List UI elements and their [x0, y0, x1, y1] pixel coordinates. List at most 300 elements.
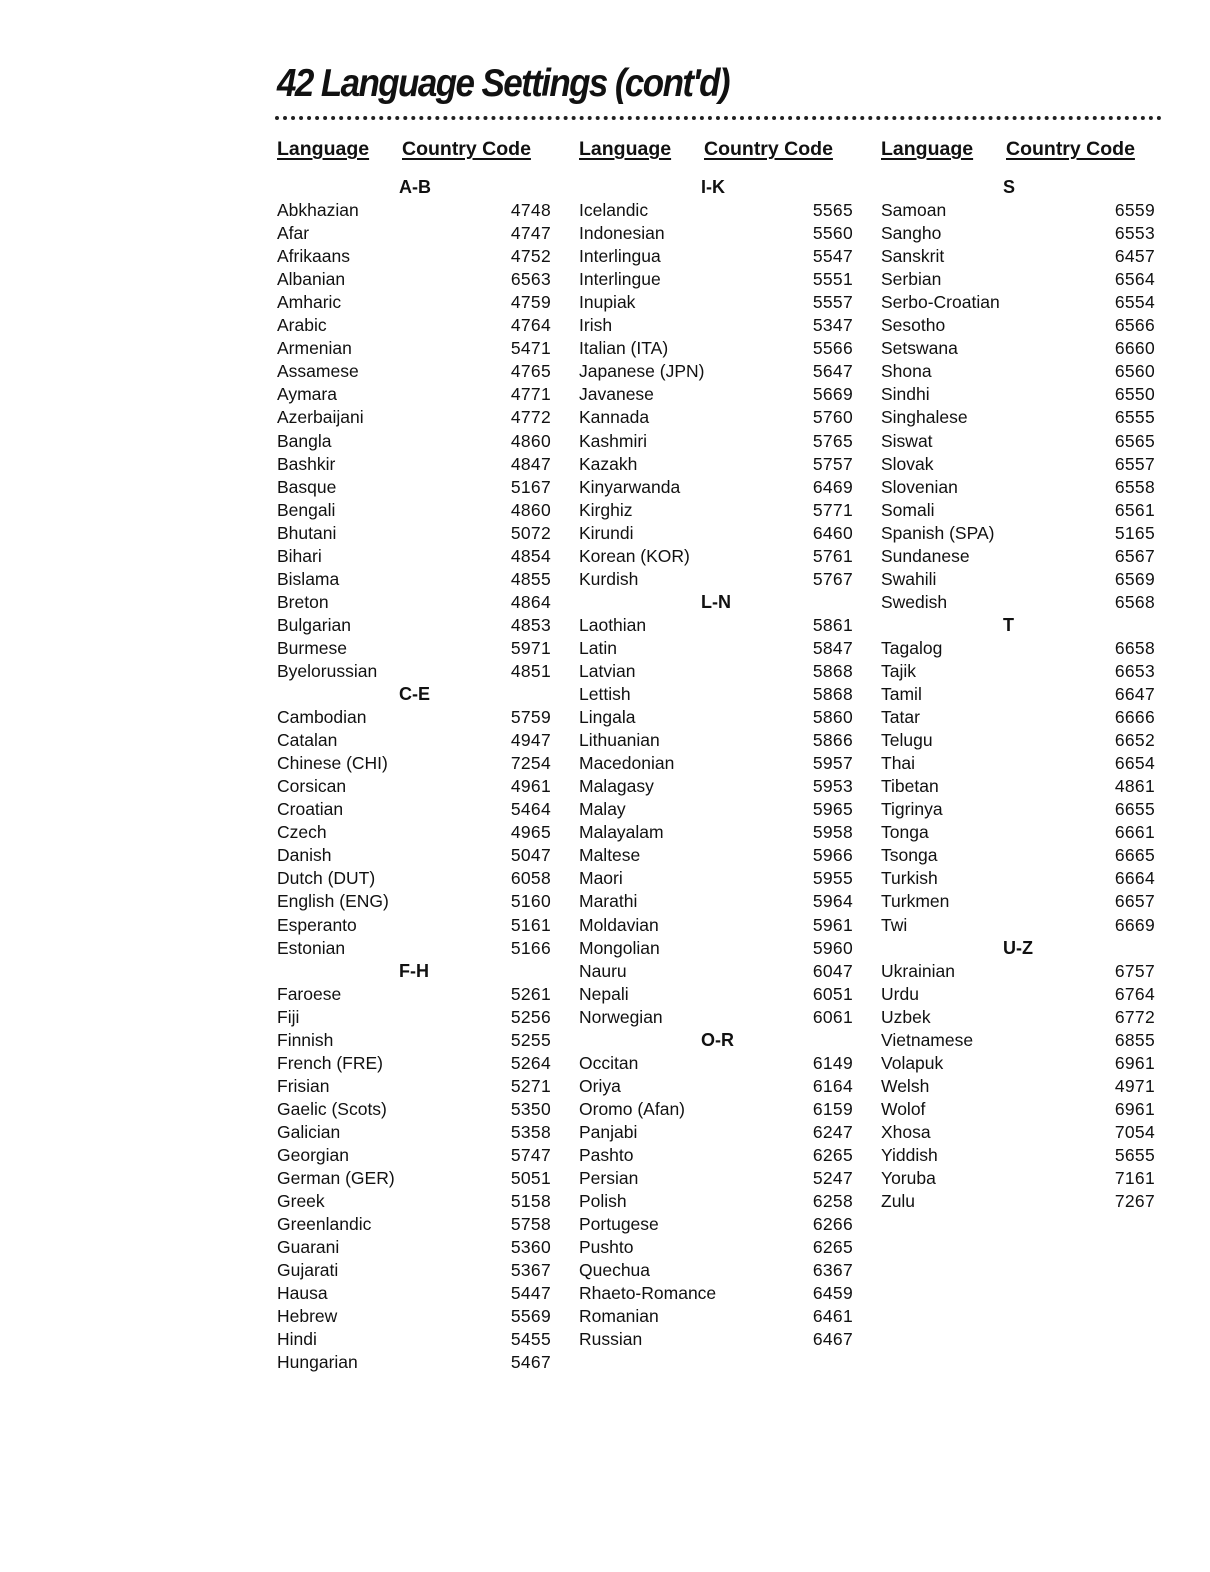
language-row	[579, 1121, 853, 1144]
language-row	[277, 660, 551, 683]
language-name: Ukrainian	[881, 960, 955, 981]
country-code: 5971	[510, 637, 551, 658]
country-code: 5771	[812, 499, 853, 520]
language-name: Siswat	[881, 430, 933, 451]
language-row	[277, 890, 551, 913]
language-name: Laothian	[579, 614, 647, 635]
language-name: English (ENG)	[277, 891, 389, 912]
country-code: 6654	[1114, 753, 1155, 774]
language-name: Icelandic	[579, 200, 649, 221]
language-name: Greek	[277, 1191, 325, 1212]
language-row	[277, 1328, 551, 1351]
language-row	[579, 1190, 853, 1213]
language-row	[277, 637, 551, 660]
letter-group-heading: O-R	[701, 1029, 734, 1050]
language-name: Pushto	[579, 1237, 634, 1258]
country-code: 4861	[1114, 776, 1155, 797]
country-code: 6559	[1114, 200, 1155, 221]
language-name: Latin	[579, 637, 617, 658]
language-name: Turkish	[881, 868, 938, 889]
language-name: Kinyarwanda	[579, 476, 681, 497]
country-code: 4748	[510, 200, 551, 221]
country-code: 6661	[1114, 822, 1155, 843]
language-row	[277, 914, 551, 937]
language-name: Moldavian	[579, 914, 659, 935]
language-name: Marathi	[579, 891, 638, 912]
language-row	[579, 775, 853, 798]
language-row	[579, 1236, 853, 1259]
language-column-1	[277, 136, 551, 1374]
language-row	[881, 245, 1155, 268]
country-code: 6469	[812, 476, 853, 497]
language-name: Tajik	[881, 660, 917, 681]
language-row	[277, 1029, 551, 1052]
country-code: 6565	[1114, 430, 1155, 451]
language-name: Burmese	[277, 637, 348, 658]
country-code: 5347	[812, 315, 853, 336]
language-column-3	[881, 136, 1155, 1213]
language-row	[881, 406, 1155, 429]
country-code-header: Country Code	[1006, 138, 1135, 160]
language-name: Romanian	[579, 1306, 659, 1327]
country-code: 5767	[812, 568, 853, 589]
country-code: 5471	[510, 338, 551, 359]
language-name: Polish	[579, 1191, 627, 1212]
column-body	[277, 176, 551, 1374]
country-code: 5051	[510, 1168, 551, 1189]
language-row	[579, 499, 853, 522]
language-name: Hindi	[277, 1329, 317, 1350]
language-name: Tonga	[881, 822, 929, 843]
language-column-2	[579, 136, 853, 1351]
language-row	[579, 337, 853, 360]
language-name: Italian (ITA)	[579, 338, 669, 359]
language-name: Danish	[277, 845, 332, 866]
country-code: 5861	[812, 614, 853, 635]
language-row	[881, 1029, 1155, 1052]
language-name: Korean (KOR)	[579, 545, 690, 566]
country-code: 6159	[812, 1098, 853, 1119]
country-code-header: Country Code	[704, 138, 833, 160]
language-row	[881, 568, 1155, 591]
country-code: 5961	[812, 914, 853, 935]
language-row	[277, 222, 551, 245]
language-row	[277, 798, 551, 821]
language-row	[277, 1213, 551, 1236]
language-row	[277, 752, 551, 775]
language-name: Azerbaijani	[277, 407, 364, 428]
country-code: 5868	[812, 660, 853, 681]
language-row	[881, 499, 1155, 522]
country-code: 5958	[812, 822, 853, 843]
country-code: 6457	[1114, 246, 1155, 267]
language-row	[277, 337, 551, 360]
country-code: 5047	[510, 845, 551, 866]
language-row	[881, 914, 1155, 937]
language-row	[277, 1305, 551, 1328]
language-name: Irish	[579, 315, 613, 336]
language-row	[579, 1305, 853, 1328]
language-row	[579, 430, 853, 453]
language-name: Sesotho	[881, 315, 946, 336]
country-code: 6550	[1114, 384, 1155, 405]
language-row	[881, 1144, 1155, 1167]
language-name: Slovenian	[881, 476, 958, 497]
language-name: Swedish	[881, 591, 948, 612]
country-code: 4772	[510, 407, 551, 428]
language-row	[579, 383, 853, 406]
country-code: 6657	[1114, 891, 1155, 912]
country-code: 5256	[510, 1006, 551, 1027]
country-code: 5847	[812, 637, 853, 658]
country-code: 6658	[1114, 637, 1155, 658]
language-row	[579, 476, 853, 499]
country-code: 5264	[510, 1052, 551, 1073]
language-row	[277, 1259, 551, 1282]
country-code: 6764	[1114, 983, 1155, 1004]
language-name: Persian	[579, 1168, 639, 1189]
language-row	[881, 591, 1155, 614]
language-row	[579, 937, 853, 960]
country-code: 6367	[812, 1260, 853, 1281]
language-name: Yoruba	[881, 1168, 936, 1189]
letter-group-heading: F-H	[399, 960, 429, 981]
language-row	[881, 337, 1155, 360]
language-name: Guarani	[277, 1237, 340, 1258]
country-code: 4961	[510, 776, 551, 797]
language-name: Yiddish	[881, 1144, 938, 1165]
language-name: Quechua	[579, 1260, 651, 1281]
language-name: Tigrinya	[881, 799, 943, 820]
language-name: Thai	[881, 753, 916, 774]
country-code: 5868	[812, 684, 853, 705]
language-row	[881, 683, 1155, 706]
language-name: Greenlandic	[277, 1214, 372, 1235]
language-name: Sangho	[881, 223, 942, 244]
language-name: Lithuanian	[579, 730, 660, 751]
language-name: Kurdish	[579, 568, 639, 589]
country-code: 6757	[1114, 960, 1155, 981]
language-name: Finnish	[277, 1029, 334, 1050]
language-name: Gaelic (Scots)	[277, 1098, 387, 1119]
language-row	[579, 1167, 853, 1190]
country-code: 6568	[1114, 591, 1155, 612]
language-name: Shona	[881, 361, 932, 382]
language-name: Bihari	[277, 545, 322, 566]
language-name: Samoan	[881, 200, 947, 221]
language-name: Galician	[277, 1121, 341, 1142]
language-row	[277, 245, 551, 268]
country-code: 5557	[812, 292, 853, 313]
language-name: Sanskrit	[881, 246, 945, 267]
language-name: Bangla	[277, 430, 332, 451]
language-row	[277, 199, 551, 222]
language-row	[881, 1098, 1155, 1121]
letter-group-heading: C-E	[399, 684, 430, 705]
country-code: 5960	[812, 937, 853, 958]
language-row	[881, 199, 1155, 222]
language-name: Georgian	[277, 1144, 349, 1165]
country-code: 6669	[1114, 914, 1155, 935]
language-row	[277, 983, 551, 1006]
language-row	[579, 1075, 853, 1098]
language-row	[881, 983, 1155, 1006]
language-name: Czech	[277, 822, 327, 843]
country-code: 6461	[812, 1306, 853, 1327]
country-code: 5860	[812, 707, 853, 728]
language-row	[277, 614, 551, 637]
language-row	[881, 706, 1155, 729]
language-row	[881, 314, 1155, 337]
country-code: 4965	[510, 822, 551, 843]
country-code: 6563	[510, 269, 551, 290]
country-code: 6459	[812, 1283, 853, 1304]
language-row	[881, 960, 1155, 983]
language-header: Language	[881, 138, 974, 160]
language-name: Twi	[881, 914, 908, 935]
language-name: Afrikaans	[277, 246, 350, 267]
country-code: 5447	[510, 1283, 551, 1304]
language-row	[579, 752, 853, 775]
country-code: 4847	[510, 453, 551, 474]
language-row	[881, 1190, 1155, 1213]
language-row	[579, 660, 853, 683]
language-name: Hebrew	[277, 1306, 338, 1327]
language-row	[881, 890, 1155, 913]
language-row	[881, 522, 1155, 545]
country-code: 6653	[1114, 660, 1155, 681]
country-code: 6569	[1114, 568, 1155, 589]
language-name: Arabic	[277, 315, 327, 336]
language-name: Xhosa	[881, 1121, 931, 1142]
language-header: Language	[579, 138, 672, 160]
country-code: 5255	[510, 1029, 551, 1050]
country-code: 6961	[1114, 1052, 1155, 1073]
language-row	[881, 1121, 1155, 1144]
language-name: Breton	[277, 591, 329, 612]
language-row	[881, 360, 1155, 383]
language-name: Maltese	[579, 845, 641, 866]
country-code: 4853	[510, 614, 551, 635]
language-name: Nepali	[579, 983, 629, 1004]
language-name: Serbo-Croatian	[881, 292, 1000, 313]
language-row	[277, 476, 551, 499]
language-name: Telugu	[881, 730, 933, 751]
country-code: 5165	[1114, 522, 1155, 543]
country-code: 4860	[510, 430, 551, 451]
language-name: Interlingue	[579, 269, 661, 290]
language-name: Turkmen	[881, 891, 950, 912]
language-name: Latvian	[579, 660, 636, 681]
country-code: 6557	[1114, 453, 1155, 474]
language-row	[277, 383, 551, 406]
language-name: Basque	[277, 476, 337, 497]
language-row	[881, 775, 1155, 798]
language-name: Amharic	[277, 292, 342, 313]
language-row	[881, 660, 1155, 683]
language-row	[881, 291, 1155, 314]
country-code: 6555	[1114, 407, 1155, 428]
language-row	[881, 1075, 1155, 1098]
country-code: 5547	[812, 246, 853, 267]
language-name: German (GER)	[277, 1168, 395, 1189]
language-row	[277, 545, 551, 568]
language-row	[277, 706, 551, 729]
language-name: Occitan	[579, 1052, 639, 1073]
country-code: 6666	[1114, 707, 1155, 728]
country-code: 6047	[812, 960, 853, 981]
language-row	[579, 706, 853, 729]
language-name: Kirghiz	[579, 499, 633, 520]
country-code: 5166	[510, 937, 551, 958]
language-name: Malagasy	[579, 776, 654, 797]
country-code: 6051	[812, 983, 853, 1004]
country-code: 6467	[812, 1329, 853, 1350]
language-name: Welsh	[881, 1075, 930, 1096]
country-code: 6561	[1114, 499, 1155, 520]
language-row	[277, 1190, 551, 1213]
country-code: 6560	[1114, 361, 1155, 382]
column-body	[881, 176, 1155, 1213]
language-name: Zulu	[881, 1191, 916, 1212]
country-code: 6660	[1114, 338, 1155, 359]
country-code: 6554	[1114, 292, 1155, 313]
country-code: 5350	[510, 1098, 551, 1119]
country-code: 5560	[812, 223, 853, 244]
language-name: Rhaeto-Romance	[579, 1283, 717, 1304]
language-name: Mongolian	[579, 937, 660, 958]
country-code: 5360	[510, 1237, 551, 1258]
language-name: Lettish	[579, 684, 631, 705]
country-code: 4765	[510, 361, 551, 382]
language-name: Panjabi	[579, 1121, 638, 1142]
language-row	[881, 729, 1155, 752]
country-code: 6655	[1114, 799, 1155, 820]
letter-group-heading: T	[1003, 614, 1014, 635]
language-row	[277, 1282, 551, 1305]
language-name: Sindhi	[881, 384, 930, 405]
country-code: 6058	[510, 868, 551, 889]
country-code: 5964	[812, 891, 853, 912]
language-row	[579, 914, 853, 937]
language-row	[277, 522, 551, 545]
language-name: Faroese	[277, 983, 342, 1004]
language-row	[579, 1006, 853, 1029]
country-code: 7054	[1114, 1121, 1155, 1142]
language-row	[277, 1075, 551, 1098]
language-row	[579, 1259, 853, 1282]
language-name: Volapuk	[881, 1052, 944, 1073]
language-row	[277, 1351, 551, 1374]
language-name: Estonian	[277, 937, 346, 958]
language-name: Tagalog	[881, 637, 943, 658]
language-name: Indonesian	[579, 223, 665, 244]
country-code: 6061	[812, 1006, 853, 1027]
country-code: 6564	[1114, 269, 1155, 290]
language-name: Catalan	[277, 730, 338, 751]
language-row	[579, 568, 853, 591]
country-code: 4971	[1114, 1075, 1155, 1096]
language-row	[579, 867, 853, 890]
language-row	[881, 1167, 1155, 1190]
letter-group-heading: S	[1003, 177, 1016, 197]
country-code: 5866	[812, 730, 853, 751]
language-name: Afar	[277, 223, 310, 244]
language-name: Portugese	[579, 1214, 659, 1235]
country-code: 5757	[812, 453, 853, 474]
language-row	[579, 222, 853, 245]
language-row	[579, 545, 853, 568]
language-row	[277, 1121, 551, 1144]
language-row	[579, 637, 853, 660]
language-row	[881, 752, 1155, 775]
language-name: Tatar	[881, 707, 920, 728]
language-row	[881, 268, 1155, 291]
language-name: Somali	[881, 499, 935, 520]
language-name: Urdu	[881, 983, 919, 1004]
language-row	[579, 798, 853, 821]
country-code: 5647	[812, 361, 853, 382]
country-code: 6266	[812, 1214, 853, 1235]
language-row	[277, 1144, 551, 1167]
language-row	[881, 453, 1155, 476]
language-row	[579, 960, 853, 983]
country-code: 7254	[510, 753, 551, 774]
language-row	[277, 821, 551, 844]
language-name: Slovak	[881, 453, 934, 474]
language-name: Kazakh	[579, 453, 638, 474]
country-code: 5569	[510, 1306, 551, 1327]
language-row	[881, 430, 1155, 453]
language-name: Croatian	[277, 799, 344, 820]
language-row	[579, 360, 853, 383]
language-row	[277, 568, 551, 591]
language-row	[579, 683, 853, 706]
language-row	[277, 844, 551, 867]
language-name: Kirundi	[579, 522, 634, 543]
country-code: 6553	[1114, 223, 1155, 244]
language-name: Bashkir	[277, 453, 336, 474]
language-row	[277, 775, 551, 798]
language-row	[277, 314, 551, 337]
language-name: Nauru	[579, 960, 627, 981]
column-header	[579, 136, 853, 176]
country-code: 4759	[510, 292, 551, 313]
language-name: French (FRE)	[277, 1052, 383, 1073]
country-code: 6566	[1114, 315, 1155, 336]
language-row	[881, 798, 1155, 821]
country-code: 6247	[812, 1121, 853, 1142]
language-name: Russian	[579, 1329, 643, 1350]
country-code: 5765	[812, 430, 853, 451]
country-code: 5464	[510, 799, 551, 820]
language-name: Abkhazian	[277, 200, 359, 221]
language-row	[881, 1006, 1155, 1029]
country-code: 4752	[510, 246, 551, 267]
country-code: 4860	[510, 499, 551, 520]
country-code: 6265	[812, 1144, 853, 1165]
language-row	[579, 522, 853, 545]
language-name: Japanese (JPN)	[579, 361, 705, 382]
letter-group-heading: A-B	[399, 177, 431, 197]
country-code: 5358	[510, 1121, 551, 1142]
language-name: Bengali	[277, 499, 336, 520]
language-name: Maori	[579, 868, 623, 889]
language-name: Kashmiri	[579, 430, 648, 451]
country-code: 5953	[812, 776, 853, 797]
country-code: 6961	[1114, 1098, 1155, 1119]
country-code: 5161	[510, 914, 551, 935]
